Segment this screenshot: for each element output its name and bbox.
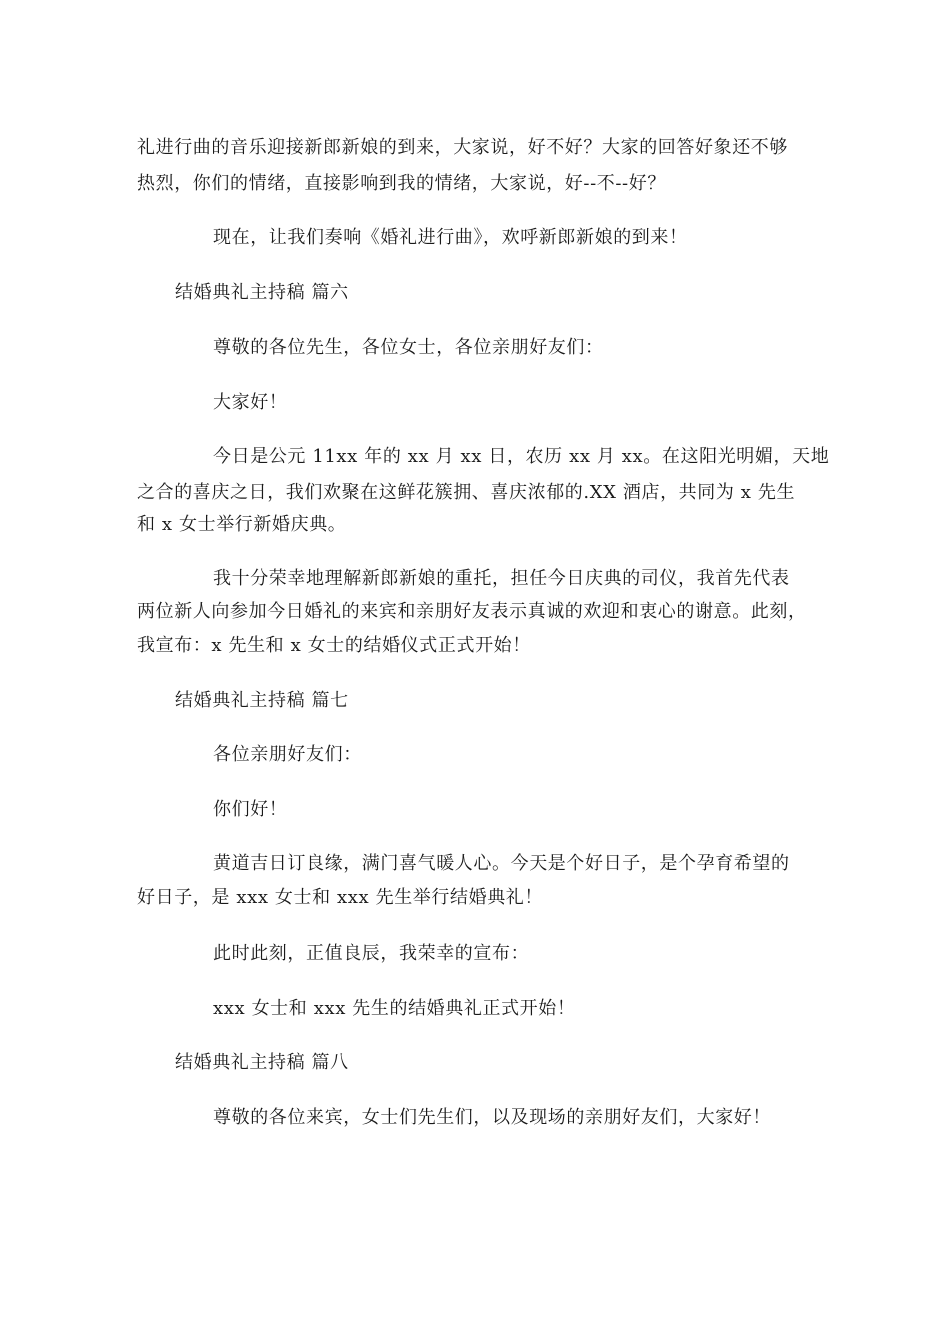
section-heading-8: 结婚典礼主持稿 篇八 — [175, 1052, 349, 1073]
paragraph: 你们好！ — [213, 799, 288, 820]
paragraph-line: 今日是公元 11xx 年的 xx 月 xx 日，农历 xx 月 xx。在这阳光明媚，天地 — [213, 446, 830, 467]
section-heading-7: 结婚典礼主持稿 篇七 — [175, 690, 349, 711]
paragraph-line: 黄道吉日订良缘，满门喜气暖人心。今天是个好日子，是个孕育希望的 — [213, 853, 790, 874]
paragraph: 此时此刻，正值良辰，我荣幸的宣布： — [213, 943, 530, 964]
section-heading-6: 结婚典礼主持稿 篇六 — [175, 282, 349, 303]
paragraph: 各位亲朋好友们： — [213, 744, 362, 765]
paragraph: 尊敬的各位来宾，女士们先生们，以及现场的亲朋好友们，大家好！ — [213, 1107, 771, 1128]
paragraph-line: 之合的喜庆之日，我们欢聚在这鲜花簇拥、喜庆浓郁的.XX 酒店，共同为 x 先生 — [137, 482, 796, 503]
paragraph: 尊敬的各位先生，各位女士，各位亲朋好友们： — [213, 337, 604, 358]
paragraph-line: 礼进行曲的音乐迎接新郎新娘的到来，大家说，好不好？大家的回答好象还不够 — [137, 137, 788, 158]
paragraph-line: 和 x 女士举行新婚庆典。 — [137, 514, 347, 535]
paragraph-line: 我十分荣幸地理解新郎新娘的重托，担任今日庆典的司仪，我首先代表 — [213, 568, 790, 589]
paragraph: xxx 女士和 xxx 先生的结婚典礼正式开始！ — [213, 998, 576, 1019]
paragraph-line: 我宣布：x 先生和 x 女士的结婚仪式正式开始！ — [137, 635, 531, 656]
paragraph-line: 两位新人向参加今日婚礼的来宾和亲朋好友表示真诚的欢迎和衷心的谢意。此刻， — [137, 601, 807, 622]
paragraph: 现在，让我们奏响《婚礼进行曲》，欢呼新郎新娘的到来！ — [213, 227, 688, 248]
paragraph: 大家好！ — [213, 392, 288, 413]
paragraph-line: 好日子，是 xxx 女士和 xxx 先生举行结婚典礼！ — [137, 887, 543, 908]
paragraph-line: 热烈，你们的情绪，直接影响到我的情绪，大家说，好--不--好？ — [137, 173, 666, 194]
